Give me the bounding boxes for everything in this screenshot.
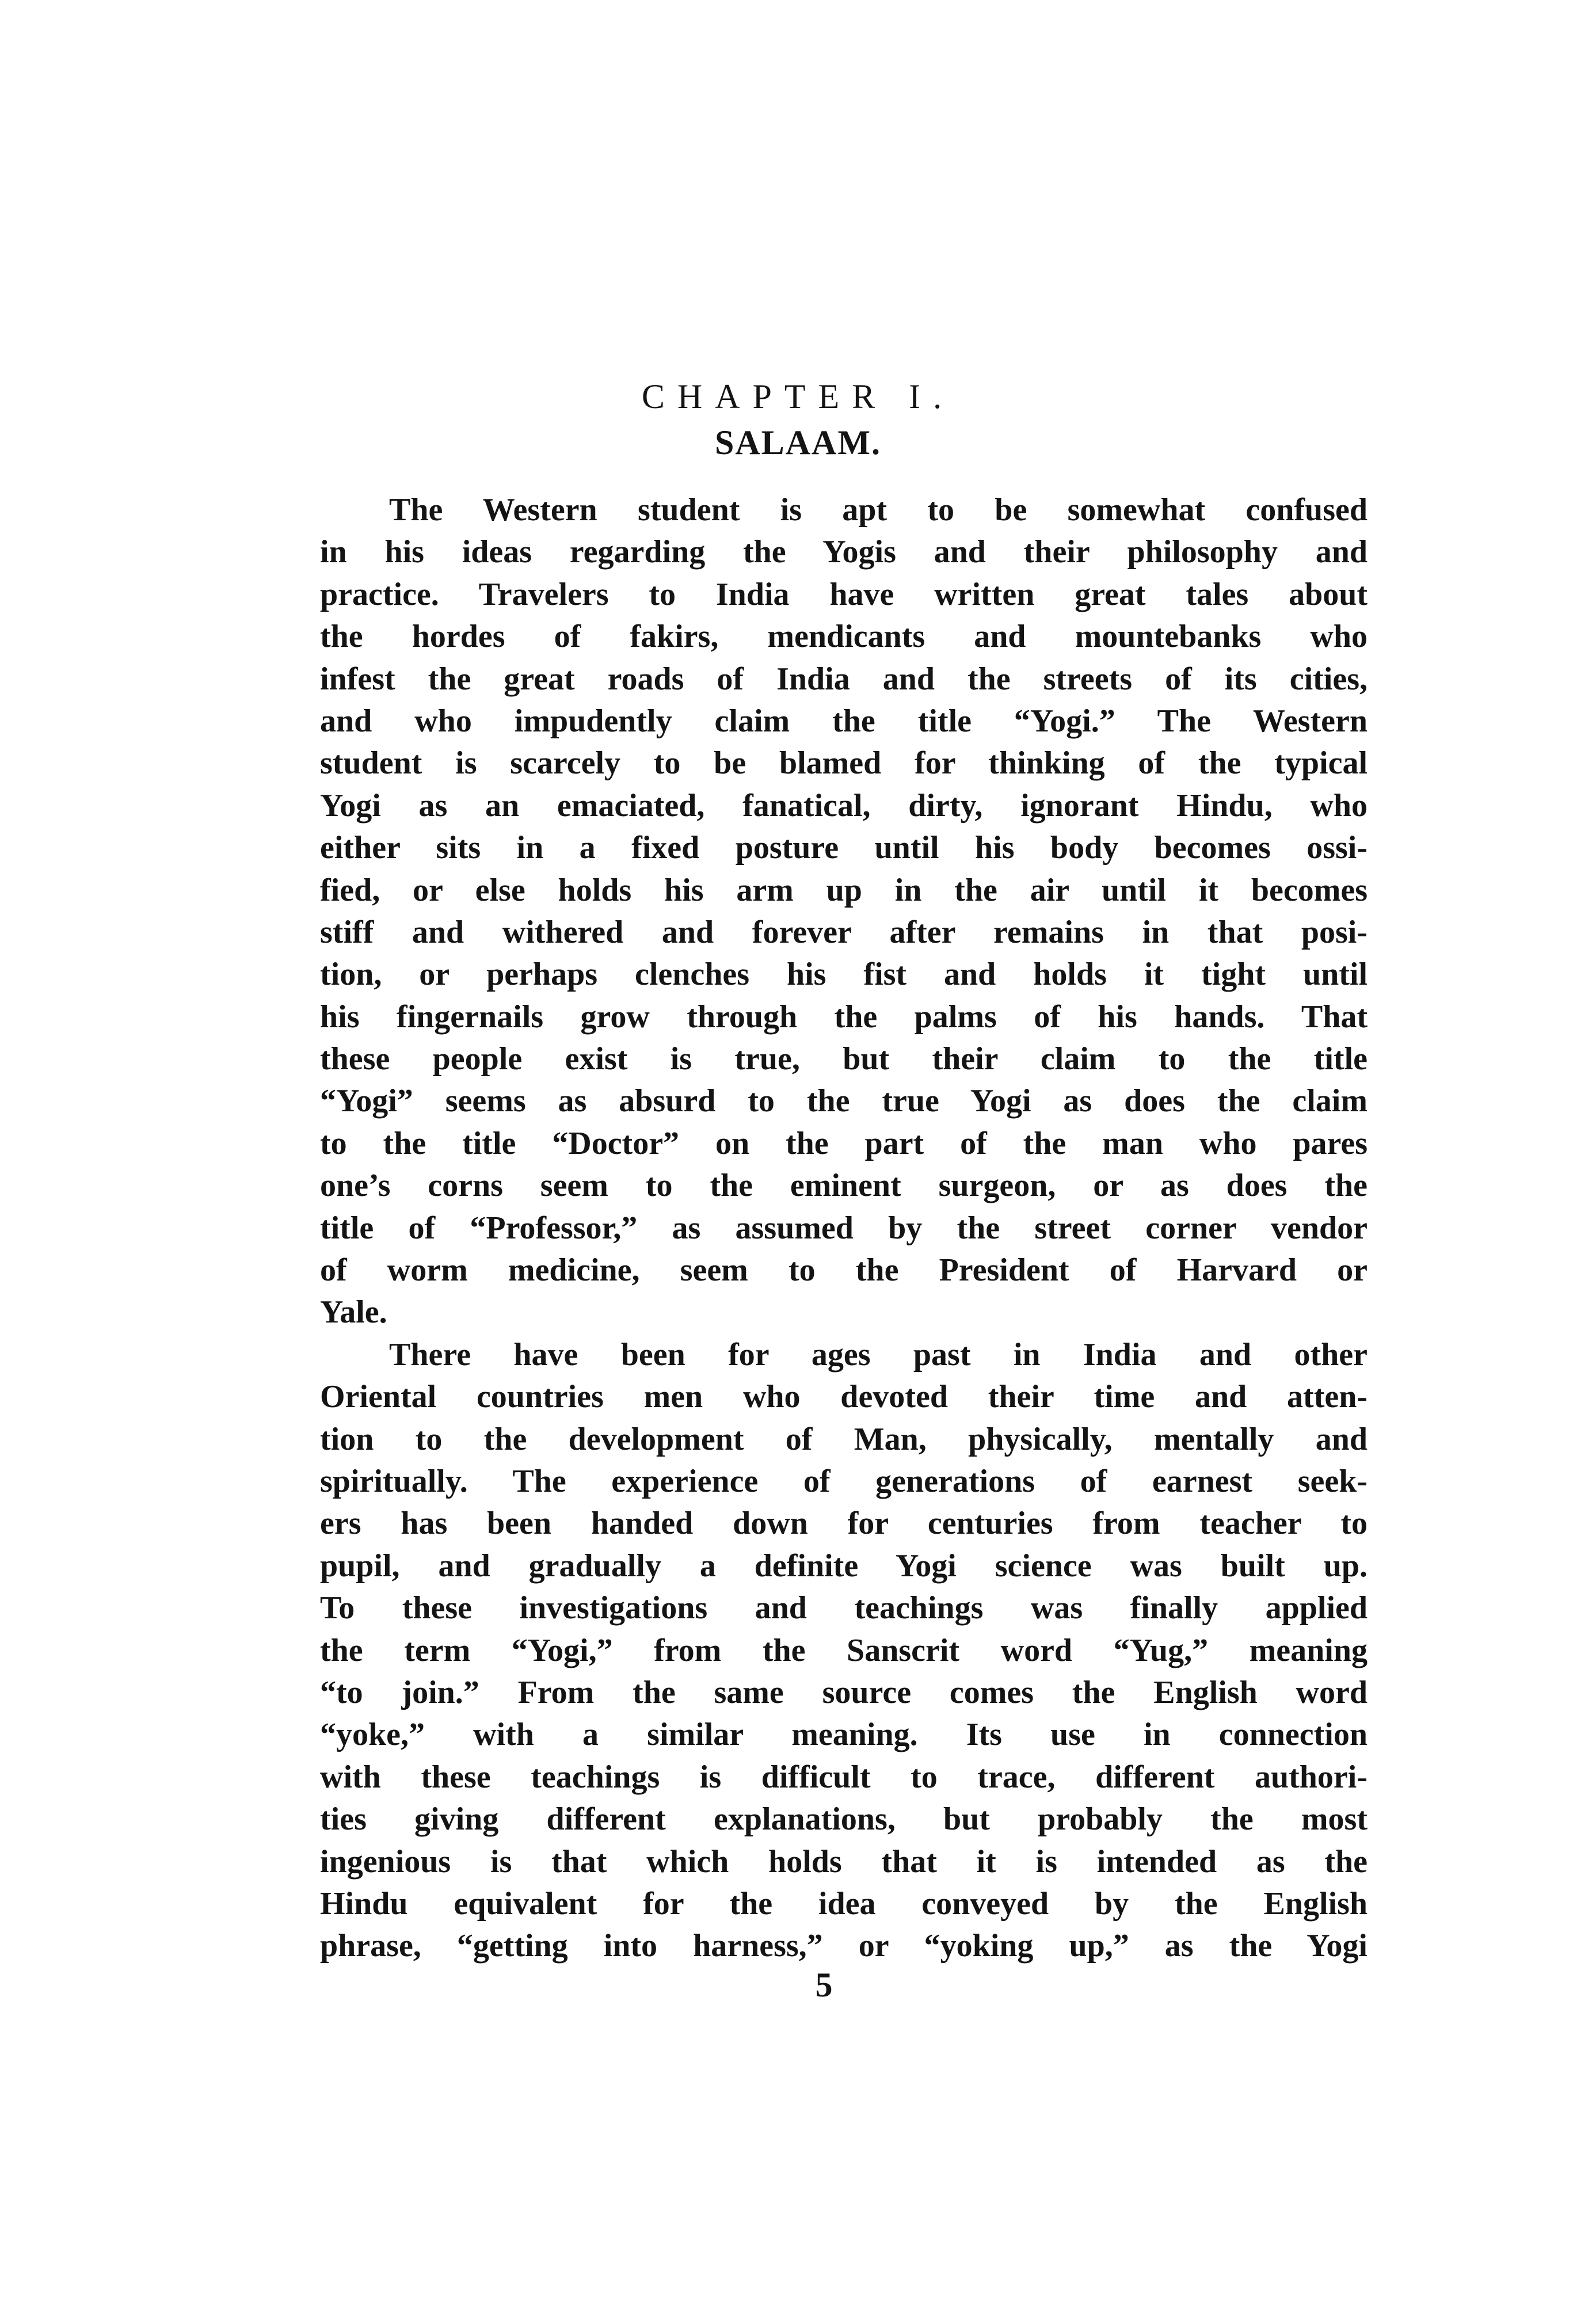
text-line: “Yogi” seems as absurd to the true Yogi as does the claim [320,1083,1368,1119]
text-line: ingenious is that which holds that it is intended as the [320,1843,1368,1880]
text-line: Oriental countries men who devoted their time and atten- [320,1379,1368,1415]
text-line: fied, or else holds his arm up in the air until it becomes [320,872,1368,908]
text-line: tion, or perhaps clenches his fist and holds it tight until [320,956,1368,993]
text-line: The Western student is apt to be somewhat confused [389,492,1368,528]
page-number: 5 [815,1966,833,2004]
text-line: ers has been handed down for centuries from teacher to [320,1506,1368,1542]
text-line: the term “Yogi,” from the Sanscrit word “Yug,” meaning [320,1632,1368,1668]
text-line: Yogi as an emaciated, fanatical, dirty, ignorant Hindu, who [320,787,1368,824]
text-line: of worm medicine, seem to the President of Harvard or [320,1252,1368,1289]
text-line: ties giving different explanations, but probably the most [320,1801,1368,1838]
text-line: one’s corns seem to the eminent surgeon, or as does the [320,1168,1368,1204]
text-line: the hordes of fakirs, mendicants and mountebanks who [320,619,1368,655]
text-line: with these teachings is difficult to trace, different authori- [320,1759,1368,1795]
text-line: stiff and withered and forever after remains in that posi- [320,914,1368,950]
text-line: pupil, and gradually a definite Yogi science was built up. [320,1548,1368,1584]
text-line: and who impudently claim the title “Yogi.” The Western [320,703,1368,739]
text-line: infest the great roads of India and the streets of its cities, [320,661,1368,697]
text-line: either sits in a fixed posture until his body becomes ossi- [320,830,1368,866]
text-line: “yoke,” with a similar meaning. Its use in connection [320,1717,1368,1753]
text-line: spiritually. The experience of generations of earnest seek- [320,1463,1368,1499]
text-line: tion to the development of Man, physically, mentally and [320,1421,1368,1457]
text-line: his fingernails grow through the palms of his hands. That [320,998,1368,1035]
body-text [320,489,1368,1968]
text-line: title of “Professor,” as assumed by the street corner vendor [320,1210,1368,1246]
text-line: in his ideas regarding the Yogis and their philosophy and [320,534,1368,570]
text-line: There have been for ages past in India and other [389,1336,1368,1373]
chapter-heading: CHAPTER I. [641,378,955,416]
text-line: phrase, “getting into harness,” or “yoking up,” as the Yogi [320,1928,1368,1964]
text-line: “to join.” From the same source comes the English word [320,1674,1368,1710]
text-line: student is scarcely to be blamed for thinking of the typical [320,745,1368,782]
text-line: To these investigations and teachings was finally applied [320,1590,1368,1626]
text-line: these people exist is true, but their claim to the title [320,1041,1368,1077]
text-line: practice. Travelers to India have written great tales about [320,576,1368,612]
text-line: Hindu equivalent for the idea conveyed by the English [320,1885,1368,1922]
text-line: Yale. [320,1294,387,1331]
text-line: to the title “Doctor” on the part of the man who pares [320,1125,1368,1161]
chapter-title: SALAAM. [714,424,881,462]
